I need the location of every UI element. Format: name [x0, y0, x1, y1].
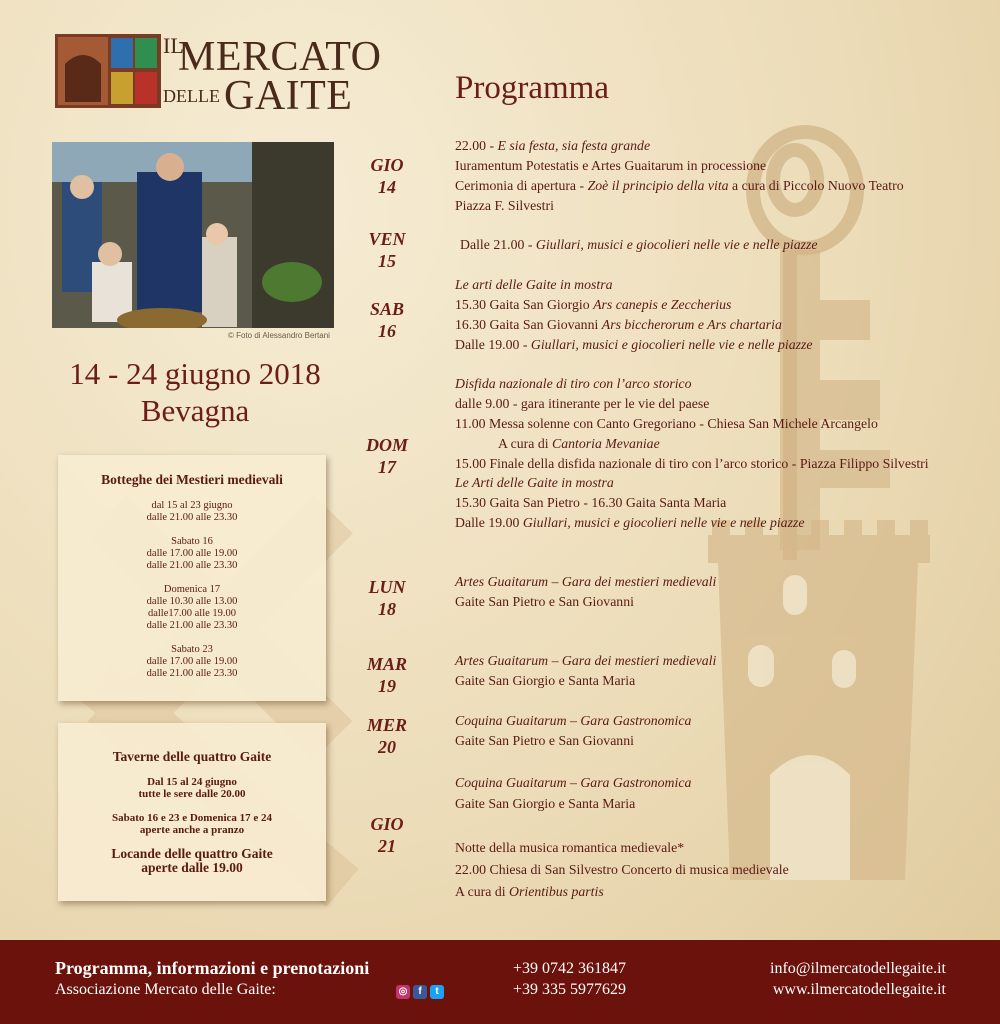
botteghe-title: Botteghe dei Mestieri medievali: [101, 472, 283, 487]
botteghe-line: dalle 21.00 alle 23.30: [146, 512, 238, 523]
event-text: Cerimonia di apertura -: [455, 178, 588, 193]
footer-website[interactable]: www.ilmercatodellegaite.it: [772, 981, 946, 998]
day-of-week: MER: [366, 715, 408, 735]
event-title: Cantoria Mevaniae: [552, 436, 660, 451]
event-line: 22.00 Chiesa di San Silvestro Concerto di musica medievale: [455, 862, 789, 877]
day-label-mar-19: [352, 653, 422, 697]
botteghe-line: dalle17.00 alle 19.00: [147, 608, 237, 619]
day-label-gio-14: [352, 154, 422, 198]
event-line: 11.00 Messa solenne con Canto Gregoriano - Chiesa San Michele Arcangelo: [455, 416, 878, 431]
botteghe-line: dalle 21.00 alle 23.30: [146, 620, 238, 631]
event-title: Giullari, musici e giocolieri nelle vie e nelle piazze: [522, 515, 805, 530]
program-title: Programma: [455, 70, 609, 106]
event-title: Zoè il principio della vita: [587, 178, 729, 193]
event-line: [455, 336, 813, 354]
event-line: Gaite San Giorgio e Santa Maria: [455, 673, 636, 688]
day-of-week: GIO: [370, 814, 404, 834]
event-text: 16.30 Gaita San Giovanni: [455, 317, 602, 332]
botteghe-line: dal 15 al 23 giugno: [151, 500, 233, 511]
event-line: [455, 296, 731, 314]
event-line: Artes Guaitarum – Gara dei mestieri medievali: [455, 653, 717, 668]
event-line: [455, 514, 804, 532]
footer-heading: Programma, informazioni e prenotazioni: [55, 958, 370, 978]
day-number: 20: [378, 737, 396, 757]
day-of-week: SAB: [369, 299, 405, 319]
botteghe-line: dalle 17.00 alle 19.00: [146, 548, 238, 559]
footer-association: Associazione Mercato delle Gaite:: [55, 981, 276, 998]
event-dates: 14 - 24 giugno 2018: [69, 356, 321, 391]
event-time: 22.00 -: [455, 138, 498, 153]
event-text: A cura di: [498, 436, 553, 451]
brand-gaite: GAITE: [224, 73, 353, 119]
instagram-icon[interactable]: ◎: [396, 985, 410, 999]
event-line: [455, 883, 604, 901]
event-title: Giullari, musici e giocolieri nelle vie e nelle piazze: [530, 337, 813, 352]
taverne-line: Dal 15 al 24 giugno: [147, 776, 237, 788]
footer: [0, 940, 1000, 1024]
event-text: a cura di Piccolo Nuovo Teatro: [728, 178, 904, 193]
day-number: 21: [378, 836, 396, 856]
event-line: Le arti delle Gaite in mostra: [455, 277, 613, 292]
key-teeth: [780, 250, 890, 550]
day-label-mer-20: [352, 714, 422, 758]
taverne-card: [58, 723, 326, 901]
event-line: [498, 435, 660, 453]
event-line: [460, 236, 818, 254]
photo-credit: © Foto di Alessandro Bertani: [228, 331, 330, 340]
taverne-line: tutte le sere dalle 20.00: [138, 788, 246, 800]
day-label-gio-21: [352, 813, 422, 857]
day-label-ven-15: [352, 228, 422, 272]
botteghe-line: dalle 21.00 alle 23.30: [146, 668, 238, 679]
event-line: [455, 316, 782, 334]
event-line: [455, 177, 904, 195]
day-of-week: LUN: [368, 577, 406, 597]
festival-photo: [52, 142, 334, 328]
botteghe-card: [58, 455, 326, 701]
event-time: Dalle 19.00 -: [455, 337, 531, 352]
event-line: Piazza F. Silvestri: [455, 198, 554, 213]
footer-phone-1[interactable]: +39 0742 361847: [513, 960, 627, 977]
botteghe-line: dalle 10.30 alle 13.00: [146, 596, 238, 607]
event-line: 15.00 Finale della disfida nazionale di tiro con l’arco storico - Piazza Filippo Silvestri: [455, 456, 929, 471]
day-of-week: DOM: [365, 435, 408, 455]
event-title: Orientibus partis: [509, 884, 604, 899]
day-label-dom-17: [352, 434, 422, 478]
taverne-line: Sabato 16 e 23 e Domenica 17 e 24: [111, 812, 273, 824]
event-line: Disfida nazionale di tiro con l’arco storico: [455, 376, 692, 391]
event-line: Notte della musica romantica medievale*: [455, 840, 685, 855]
botteghe-line: Sabato 16: [171, 536, 213, 547]
event-time: Dalle 19.00: [455, 515, 523, 530]
twitter-icon[interactable]: t: [430, 985, 444, 999]
event-line: Artes Guaitarum – Gara dei mestieri medievali: [455, 574, 717, 589]
taverne-title: Taverne delle quattro Gaite: [112, 749, 272, 764]
event-title: Ars biccherorum e Ars chartaria: [601, 317, 782, 332]
event-line: [455, 137, 650, 155]
event-line: Gaite San Pietro e San Giovanni: [455, 733, 634, 748]
event-line: Coquina Guaitarum – Gara Gastronomica: [455, 775, 692, 790]
botteghe-line: Sabato 23: [171, 644, 213, 655]
event-place: Bevagna: [140, 393, 250, 428]
event-title: E sia festa, sia festa grande: [497, 138, 651, 153]
facebook-icon[interactable]: f: [413, 985, 427, 999]
footer-email[interactable]: info@ilmercatodellegaite.it: [770, 960, 946, 977]
event-line: Le Arti delle Gaite in mostra: [455, 475, 614, 490]
botteghe-line: dalle 21.00 alle 23.30: [146, 560, 238, 571]
day-label-lun-18: [352, 576, 422, 620]
event-line: Gaite San Giorgio e Santa Maria: [455, 796, 636, 811]
event-title: Ars canepis e Zeccherius: [593, 297, 732, 312]
event-time: Dalle 21.00 -: [460, 237, 536, 252]
botteghe-line: dalle 17.00 alle 19.00: [146, 656, 238, 667]
logo: [55, 34, 161, 108]
day-label-sab-16: [352, 298, 422, 342]
locande-title: Locande delle quattro Gaite: [111, 846, 273, 861]
day-number: 17: [378, 457, 396, 477]
event-line: Iuramentum Potestatis e Artes Guaitarum in processione: [455, 158, 767, 173]
day-number: 19: [378, 676, 396, 696]
event-title: Giullari, musici e giocolieri nelle vie e nelle piazze: [535, 237, 818, 252]
locande-hours: aperte dalle 19.00: [141, 860, 243, 875]
day-of-week: MAR: [366, 654, 408, 674]
botteghe-line: Domenica 17: [163, 584, 221, 595]
event-line: 15.30 Gaita San Pietro - 16.30 Gaita Santa Maria: [455, 495, 727, 510]
day-number: 15: [378, 251, 396, 271]
day-of-week: VEN: [368, 229, 406, 249]
brand-il: IL: [163, 33, 184, 58]
footer-phone-2[interactable]: +39 335 5977629: [513, 981, 627, 998]
event-text: A cura di: [455, 884, 510, 899]
event-text: 15.30 Gaita San Giorgio: [455, 297, 594, 312]
event-line: Gaite San Pietro e San Giovanni: [455, 594, 634, 609]
brand-mercato: MERCATO: [178, 34, 382, 80]
day-number: 18: [378, 599, 396, 619]
event-line: Coquina Guaitarum – Gara Gastronomica: [455, 713, 692, 728]
brand-delle: DELLE: [163, 86, 220, 106]
taverne-line: aperte anche a pranzo: [139, 824, 245, 836]
day-number: 14: [378, 177, 396, 197]
day-number: 16: [378, 321, 396, 341]
event-line: dalle 9.00 - gara itinerante per le vie del paese: [455, 396, 710, 411]
day-of-week: GIO: [370, 155, 404, 175]
